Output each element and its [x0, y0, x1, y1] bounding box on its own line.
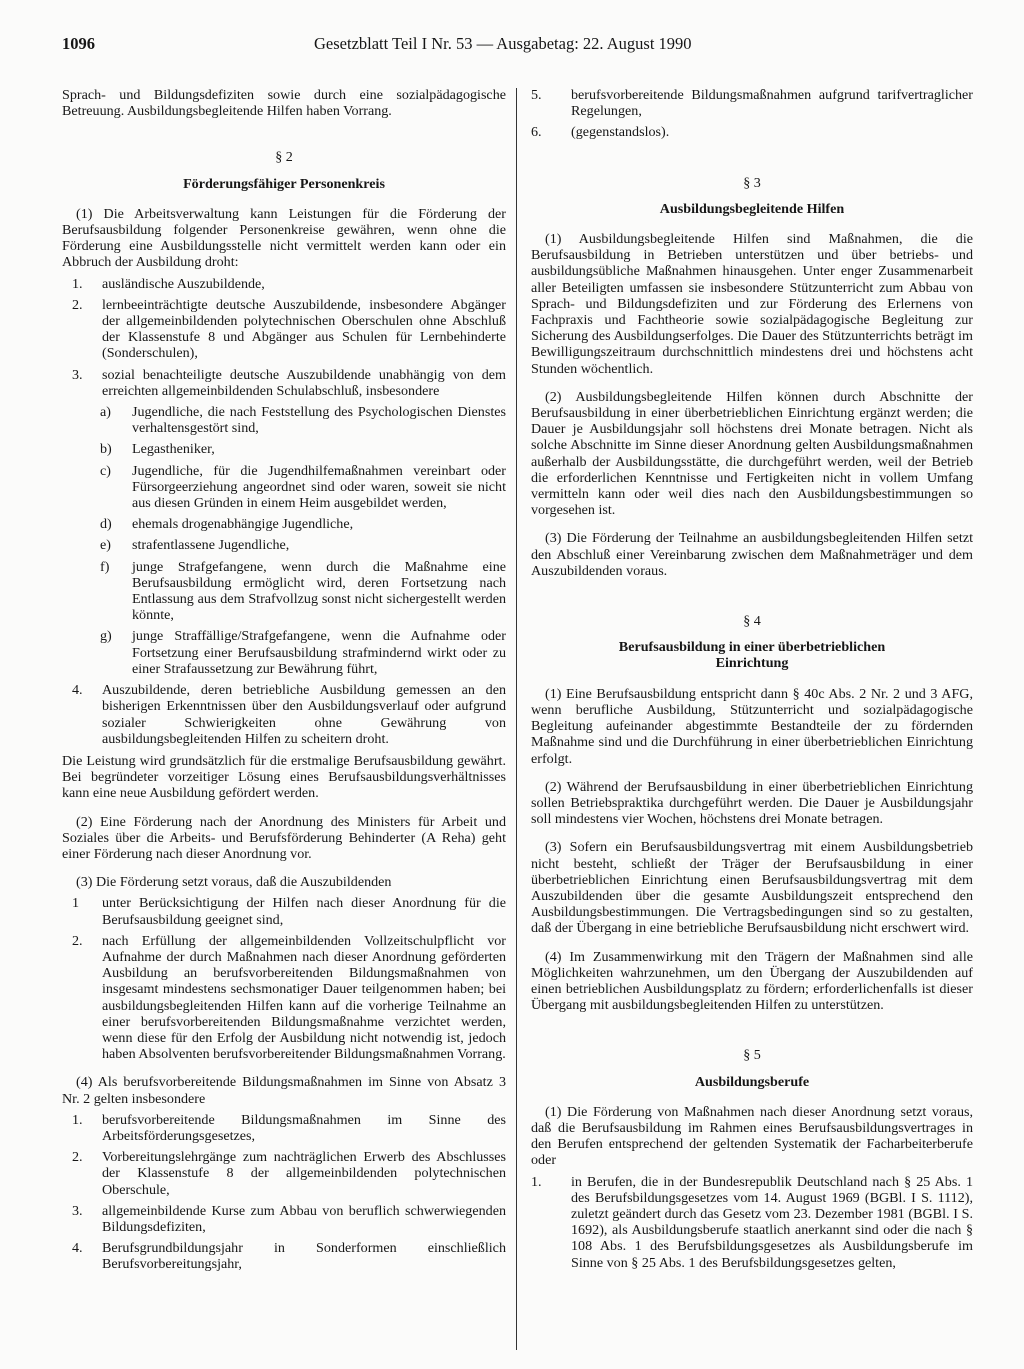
- list-item: 4. Auszubildende, deren betriebliche Ausbildung gemessen an den bisherigen Erkenntnissen über den Ausbildungsverlauf oder aufgrund sozialer Schwierigkeiten ohne Gewährung von ausbildungsbegleitenden Hilfen zu scheitern droht.: [72, 682, 506, 747]
- list-item: 2. lernbeeinträchtigte deutsche Auszubildende, insbesondere Abgänger der allgemeinbildenden polytechnischen Oberschulen ohne Abschluß der Klassenstufe 8 und Abgänger aus Schulen für Lernbehinderte (Sonderschulen),: [72, 296, 506, 362]
- list-item: 4. Berufsgrundbildungsjahr in Sonderformen einschließlich Berufsvorbereitungsjahr,: [72, 1240, 506, 1273]
- section-2-para-3: (3) Die Förderung setzt voraus, daß die Auszubildenden: [76, 874, 392, 891]
- sub-list-item: g) junge Straffällige/Strafgefangene, wenn die Aufnahme oder Fortsetzung einer Berufsausbildung strafmindernd wirkt oder zu einer Strafaussetzung zur Bewährung führt,: [100, 628, 506, 677]
- section-3-para-1: (1) Ausbildungsbegleitende Hilfen sind Maßnahmen, die die Berufsausbildung in Betrieben unterstützen und über betriebs- und ausbildungsübliche Maßnahmen hinausgehen. Unter enger Zusammenarbeit aller Beteiligten umfassen sie insbesondere Stützunterricht zum Abbau von Sprach- und Bildungsdefiziten und zur Förderung des Erlernens von Fachpraxis und Fachtheorie sowie sozialpädagogische Begleitung zur Sicherung des Ausbildungserfolges. Die Dauer des Stützunterrichts beträgt im Bewilligungszeitraum durchschnittlich mindestens drei und höchstens acht Stunden wöchentlich.: [531, 231, 973, 377]
- section-2-para-1: (1) Die Arbeitsverwaltung kann Leistungen für die Förderung der Berufsausbildung folgender Personenkreise gewähren, wenn ohne die Förderung eine Ausbildungsstelle nicht vermittelt werden kann oder ein Abbruch der Ausbildung droht:: [62, 205, 506, 271]
- sub-list-item: c) Jugendliche, für die Jugendhilfemaßnahmen vereinbart oder Fürsorgeerziehung angeordnet sind oder waren, soweit sie nicht aus diesen Gründen in einem Heim ausgebildet werden,: [100, 462, 506, 512]
- list-item: 5. berufsvorbereitende Bildungsmaßnahmen aufgrund tarifvertraglicher Regelungen,: [531, 87, 973, 120]
- sub-list-item: b) Legastheniker,: [100, 441, 215, 458]
- header-title: Gesetzblatt Teil I Nr. 53 — Ausgabetag: 22. August 1990: [314, 34, 692, 53]
- list-item: 3. allgemeinbildende Kurse zum Abbau von beruflich schwerwiegenden Bildungsdefiziten,: [72, 1202, 506, 1235]
- intro-paragraph: Sprach- und Bildungsdefiziten sowie durch eine sozialpädagogische Betreuung. Ausbildungsbegleitende Hilfen haben Vorrang.: [62, 87, 506, 120]
- list-item: 6. (gegenstandslos).: [531, 124, 670, 141]
- list-item: 1. in Berufen, die in der Bundesrepublik Deutschland nach § 25 Abs. 1 des Berufsbildungsgesetzes vom 14. August 1969 (BGBl. I S. 1112), zuletzt geändert durch das Gesetz vom 23. Dezember 1981 (BGBl. I S. 1692), als Ausbildungsberufe staatlich anerkannt sind oder die nach § 108 Abs. 1 des Berufsbildungsgesetzes als Ausbildungsberufe im Sinne von § 25 Abs. 1 des Berufsbildungsgesetzes gelten,: [531, 1173, 973, 1271]
- list-item: 1. berufsvorbereitende Bildungsmaßnahmen im Sinne des Arbeitsförderungsgesetzes,: [72, 1111, 506, 1144]
- section-3-para-2: (2) Ausbildungsbegleitende Hilfen können durch Abschnitte der Berufsausbildung in einer überbetrieblichen Einrichtung ergänzt werden; die Dauer je Ausbildungsjahr soll höchstens drei Monate betragen. Nicht als solche Abschnitte im Sinne dieser Anordnung gelten Ausbildungsmaßnahmen außerhalb der Ausbildungsstätte, die durchgeführt werden, weil der Betrieb die erforderlichen Kenntnisse und Fertigkeiten nicht in vollem Umfang vermitteln kann oder weil dies nach den Ausbildungsbestimmungen so vorgesehen ist.: [531, 388, 973, 519]
- section-5-title: Ausbildungsberufe: [694, 1073, 810, 1090]
- list-item: 1. ausländische Auszubildende,: [72, 275, 265, 292]
- column-divider: [516, 88, 517, 1350]
- section-3-para-3: (3) Die Förderung der Teilnahme an ausbildungsbegleitenden Hilfen setzt den Abschluß einer Vereinbarung zwischen dem Maßnahmeträger und dem Auszubildenden voraus.: [531, 530, 973, 579]
- section-4-para-4: (4) Im Zusammenwirkung mit den Trägern der Maßnahmen sind alle Möglichkeiten wahrzunehmen, um den Übergang der Auszubildenden auf einen betrieblichen Ausbildungsplatz zu fördern; erforderlichenfalls ist dieser Übergang mit ausbildungsbegleitenden Hilfen zu unterstützen.: [531, 948, 973, 1014]
- section-5-number: § 5: [743, 1047, 761, 1064]
- section-2-para-4: (4) Als berufsvorbereitende Bildungsmaßnahmen im Sinne von Absatz 3 Nr. 2 gelten insbesondere: [62, 1074, 506, 1107]
- list-item: 2. Vorbereitungslehrgänge zum nachträglichen Erwerb des Abschlusses der Klassenstufe 8 der allgemeinbildenden polytechnischen Oberschule,: [72, 1149, 506, 1198]
- leistung-paragraph: Die Leistung wird grundsätzlich für die erstmalige Berufsausbildung gewährt. Bei begründeter vorzeitiger Lösung eines Berufsausbildungsverhältnisses kann eine neue Ausbildung gefördert werden.: [62, 752, 506, 802]
- sub-list-item: f) junge Strafgefangene, wenn durch die Maßnahme eine Berufsausbildung ermöglicht wird, deren Fortsetzung nach Entlassung aus dem Strafvollzug sonst nicht sichergestellt werden könnte,: [100, 558, 506, 624]
- list-item: 3. sozial benachteiligte deutsche Auszubildende unabhängig von dem erreichten allgemeinbildenden Schulabschluß, insbesondere: [72, 366, 506, 399]
- page-header: [62, 34, 984, 60]
- page-number: 1096: [62, 34, 95, 53]
- section-2-number: § 2: [275, 149, 293, 166]
- list-item: 1 unter Berücksichtigung der Hilfen nach dieser Anordnung für die Berufsausbildung geeignet sind,: [72, 895, 506, 928]
- list-item: 2. nach Erfüllung der allgemeinbildenden Vollzeitschulpflicht vor Aufnahme der durch Maßnahmen nach dieser Anordnung geförderten Ausbildung an berufsvorbereitenden Bildungsmaßnahmen von insgesamt mindestens sechsmonatiger Dauer teilgenommen haben; bei ausbildungsbegleitenden Hilfen kann auf die vorherige Teilnahme an einer berufsvorbereitenden Bildungsmaßnahme verzichtet werden, wenn diese für den Erfolg der Ausbildung nicht notwendig ist, jedoch haben Absolventen berufsvorbereitender Bildungsmaßnahmen Vorrang.: [72, 932, 506, 1063]
- sub-list-item: d) ehemals drogenabhängige Jugendliche,: [100, 516, 354, 533]
- section-2-para-2: (2) Eine Förderung nach der Anordnung des Ministers für Arbeit und Soziales über die Arbeits- und Berufsförderung Behinderter (A Reha) geht einer Förderung nach dieser Anordnung vor.: [62, 813, 506, 862]
- section-4-title-line-1: Berufsausbildung in einer überbetrieblichen: [618, 639, 886, 656]
- section-2-title: Förderungsfähiger Personenkreis: [183, 175, 385, 192]
- section-5-para-1: (1) Die Förderung von Maßnahmen nach dieser Anordnung setzt voraus, daß die Berufsausbildung im Rahmen eines Berufsausbildungsvertrages in den Berufen entsprechend der geltenden Systematik der Facharbeiterberufe oder: [531, 1103, 973, 1169]
- section-4-para-1: (1) Eine Berufsausbildung entspricht dann § 40c Abs. 2 Nr. 2 und 3 AFG, wenn berufliche Ausbildung, Stützunterricht und sozialpädagogische Begleitung aufeinander abgestimmte Bestandteile der zu fördernden Maßnahme sind und die Durchführung in einer überbetrieblichen Einrichtung erfolgt.: [531, 685, 973, 767]
- section-3-number: § 3: [743, 174, 761, 191]
- sub-list-item: e) strafentlassene Jugendliche,: [100, 537, 290, 554]
- right-column: [531, 87, 973, 1271]
- section-4-para-3: (3) Sofern ein Berufsausbildungsvertrag mit einem Ausbildungsbetrieb nicht besteht, schließt der Träger der Berufsausbildung in einer überbetrieblichen Einrichtung einen Berufsausbildungsvertrag mit dem Auszubildenden über die gesamte Ausbildungszeit entsprechend den Ausbildungsbestimmungen. Die Vertragsbedingungen sind so zu gestalten, daß der Übergang in eine betriebliche Berufsausbildung nicht erschwert wird.: [531, 839, 973, 937]
- section-4-number: § 4: [743, 613, 761, 630]
- section-4-title-line-2: Einrichtung: [715, 655, 789, 672]
- section-3-title: Ausbildungsbegleitende Hilfen: [659, 200, 845, 217]
- sub-list-item: a) Jugendliche, die nach Feststellung des Psychologischen Dienstes verhaltensgestört sind,: [100, 404, 506, 437]
- section-4-para-2: (2) Während der Berufsausbildung in einer überbetrieblichen Einrichtung sollen Betriebspraktika durchgeführt werden. Die Dauer je Ausbildungsjahr soll mindestens vier Wochen, höchstens drei Monate betragen.: [531, 778, 973, 828]
- left-column: [62, 87, 506, 1273]
